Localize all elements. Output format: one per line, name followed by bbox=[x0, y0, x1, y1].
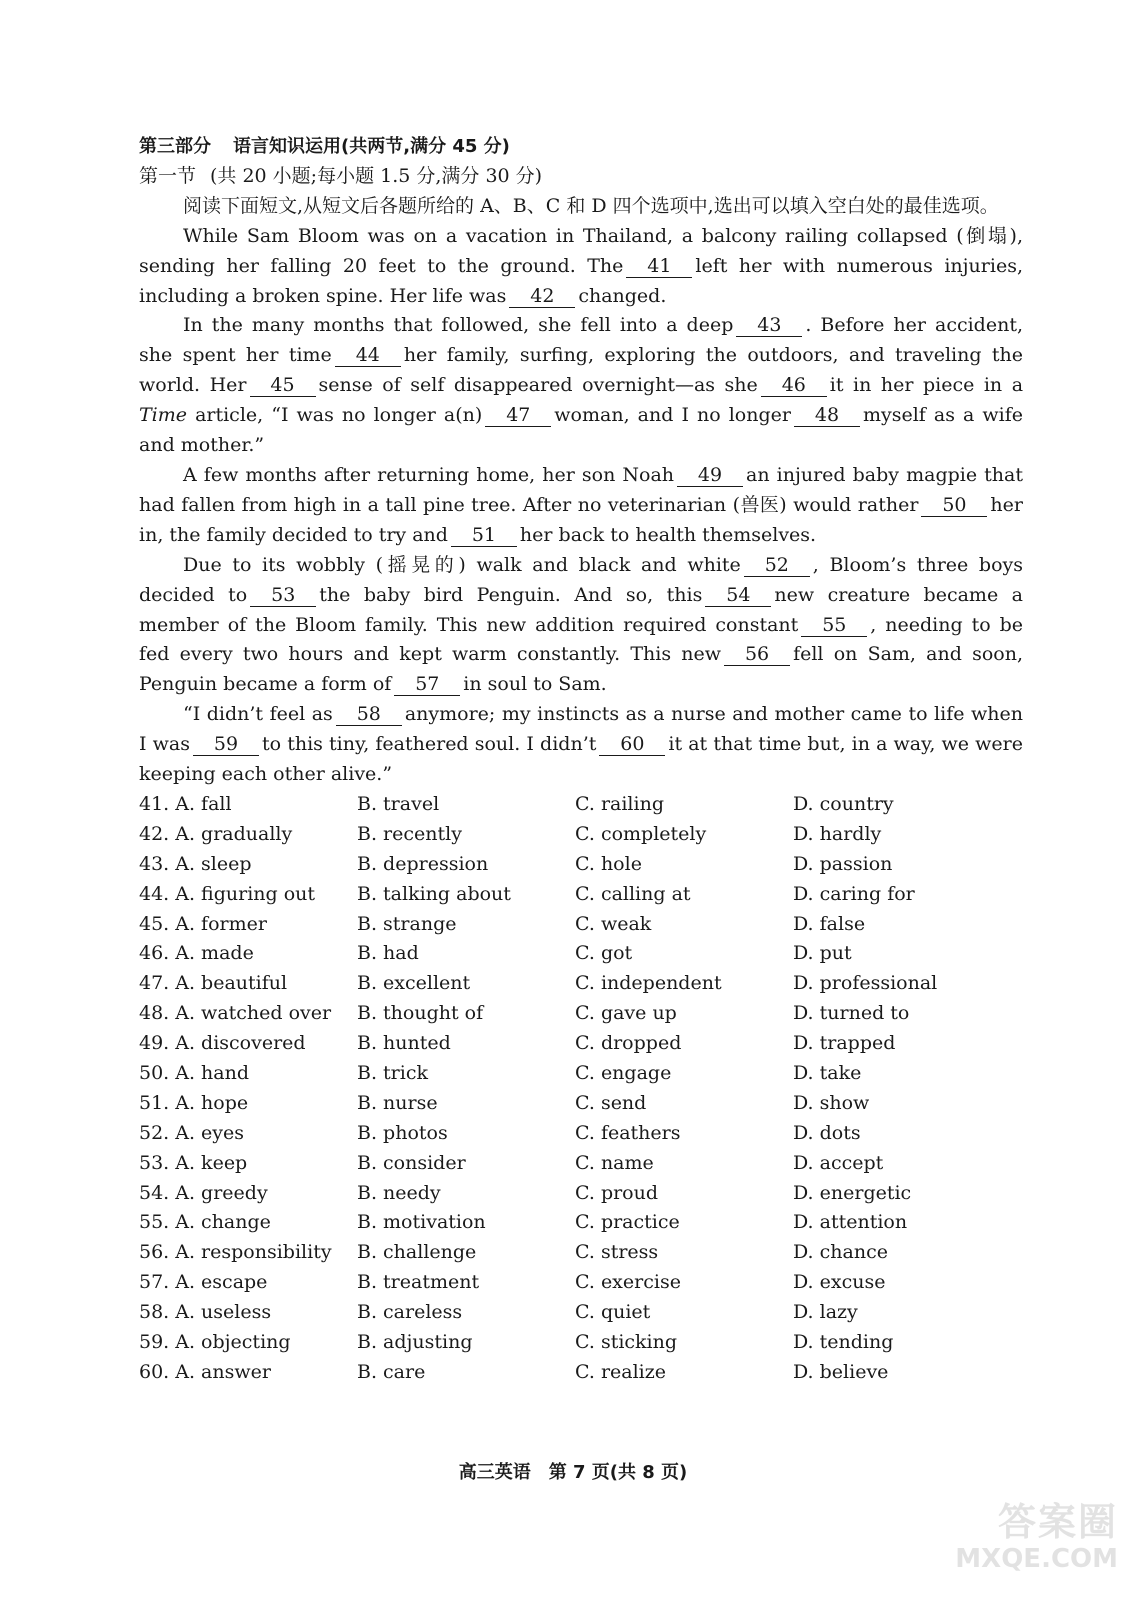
text-run: , needing to be fed every two hours and kept warm constantly. This new bbox=[139, 613, 1023, 666]
text-run: myself as a wife and mother.” bbox=[139, 404, 1023, 457]
blank-45: 45 bbox=[250, 374, 316, 397]
blank-41: 41 bbox=[626, 255, 692, 278]
option-d[interactable]: D. energetic bbox=[793, 1181, 912, 1204]
option-d[interactable]: D. tending bbox=[793, 1330, 894, 1353]
page-footer bbox=[0, 1458, 1146, 1484]
text-run: fell on Sam, and soon, Penguin became a form of bbox=[139, 643, 1024, 696]
blank-44: 44 bbox=[335, 344, 401, 367]
passage-paragraph-4 bbox=[139, 551, 1023, 701]
section-note: (共 20 小题;每小题 1.5 分,满分 30 分) bbox=[210, 164, 543, 187]
text-run: In the many months that followed, she fell into a deep bbox=[183, 314, 734, 337]
option-row bbox=[139, 850, 1023, 880]
blank-60: 60 bbox=[599, 733, 665, 756]
option-row bbox=[139, 1089, 1023, 1119]
option-c[interactable]: C. realize bbox=[575, 1360, 667, 1383]
option-a[interactable]: 41. A. fall bbox=[139, 792, 232, 815]
option-d[interactable]: D. chance bbox=[793, 1241, 888, 1264]
option-a[interactable]: 56. A. responsibility bbox=[139, 1241, 332, 1264]
option-a[interactable]: 50. A. hand bbox=[139, 1061, 250, 1084]
text-run: changed. bbox=[578, 284, 667, 307]
option-d[interactable]: D. turned to bbox=[793, 1002, 910, 1025]
text-run: anymore; my instincts as a nurse and mother came to life when I was bbox=[139, 703, 1023, 756]
option-a[interactable]: 47. A. beautiful bbox=[139, 972, 288, 995]
option-row bbox=[139, 880, 1023, 910]
option-d[interactable]: D. false bbox=[793, 912, 866, 935]
blank-53: 53 bbox=[250, 584, 316, 607]
blank-49: 49 bbox=[677, 464, 743, 487]
option-c[interactable]: C. completely bbox=[575, 822, 707, 845]
text-run: in soul to Sam. bbox=[463, 673, 607, 696]
text-run: it at that time but, in a way, we were keeping each other alive.” bbox=[139, 733, 1023, 786]
blank-46: 46 bbox=[761, 374, 827, 397]
blank-51: 51 bbox=[451, 524, 517, 547]
option-d[interactable]: D. caring for bbox=[793, 882, 915, 905]
option-c[interactable]: C. practice bbox=[575, 1211, 680, 1234]
option-b[interactable]: B. challenge bbox=[357, 1241, 477, 1264]
text-run: her in, the family decided to try and bbox=[139, 493, 1023, 546]
option-a[interactable]: 44. A. figuring out bbox=[139, 882, 316, 905]
option-c[interactable]: C. engage bbox=[575, 1061, 672, 1084]
option-row bbox=[139, 1268, 1023, 1298]
text-run: the baby bird Penguin. And so, this bbox=[319, 583, 703, 606]
watermark-logo bbox=[928, 1500, 1118, 1582]
option-row bbox=[139, 939, 1023, 969]
option-row bbox=[139, 1208, 1023, 1238]
option-row bbox=[139, 1328, 1023, 1358]
options-list bbox=[139, 790, 1023, 1388]
option-row bbox=[139, 820, 1023, 850]
option-b[interactable]: B. needy bbox=[357, 1181, 441, 1204]
passage-paragraph-1 bbox=[139, 222, 1023, 312]
option-d[interactable]: D. show bbox=[793, 1091, 870, 1114]
option-c[interactable]: C. hole bbox=[575, 852, 642, 875]
option-b[interactable]: B. nurse bbox=[357, 1091, 438, 1114]
option-row bbox=[139, 1029, 1023, 1059]
option-a[interactable]: 51. A. hope bbox=[139, 1091, 249, 1114]
option-c[interactable]: C. quiet bbox=[575, 1301, 651, 1324]
option-a[interactable]: 59. A. objecting bbox=[139, 1330, 291, 1353]
text-run: A few months after returning home, her son Noah bbox=[183, 463, 675, 486]
option-a[interactable]: 46. A. made bbox=[139, 942, 254, 965]
option-row bbox=[139, 1238, 1023, 1268]
option-a[interactable]: 43. A. sleep bbox=[139, 852, 252, 875]
option-c[interactable]: C. railing bbox=[575, 792, 664, 815]
option-a[interactable]: 42. A. gradually bbox=[139, 822, 293, 845]
text-run: her back to health themselves. bbox=[519, 523, 817, 546]
blank-43: 43 bbox=[736, 314, 802, 337]
option-row bbox=[139, 1179, 1023, 1209]
text-run: to this tiny, feathered soul. I didn’t bbox=[262, 733, 597, 756]
option-row bbox=[139, 1298, 1023, 1328]
magazine-name: Time bbox=[139, 404, 188, 427]
option-d[interactable]: D. hardly bbox=[793, 822, 882, 845]
option-b[interactable]: B. hunted bbox=[357, 1032, 451, 1055]
blank-55: 55 bbox=[801, 614, 867, 637]
option-a[interactable]: 48. A. watched over bbox=[139, 1002, 332, 1025]
text-run: her family, surfing, exploring the outdoors, and traveling the world. Her bbox=[139, 344, 1023, 397]
text-run: woman, and I no longer bbox=[554, 404, 791, 427]
option-c[interactable]: C. feathers bbox=[575, 1121, 681, 1144]
option-c[interactable]: C. stress bbox=[575, 1241, 659, 1264]
option-c[interactable]: C. sticking bbox=[575, 1330, 678, 1353]
option-d[interactable]: D. excuse bbox=[793, 1271, 886, 1294]
option-c[interactable]: C. proud bbox=[575, 1181, 659, 1204]
option-a[interactable]: 60. A. answer bbox=[139, 1360, 271, 1383]
option-d[interactable]: D. take bbox=[793, 1061, 862, 1084]
option-c[interactable]: C. gave up bbox=[575, 1002, 677, 1025]
option-b[interactable]: B. travel bbox=[357, 792, 440, 815]
text-run: Due to its wobbly (摇晃的) walk and black and white bbox=[183, 553, 741, 576]
option-row bbox=[139, 910, 1023, 940]
option-row bbox=[139, 1119, 1023, 1149]
option-d[interactable]: D. professional bbox=[793, 972, 938, 995]
watermark-url: MXQE.COM bbox=[955, 1544, 1118, 1574]
footer-page-number: 第 7 页(共 8 页) bbox=[548, 1462, 688, 1483]
option-b[interactable]: B. trick bbox=[357, 1061, 428, 1084]
text-run: an injured baby magpie that had fallen from high in a tall pine tree. After no veterinarian (兽医) would rather bbox=[139, 463, 1023, 516]
option-b[interactable]: B. adjusting bbox=[357, 1330, 473, 1353]
option-b[interactable]: B. care bbox=[357, 1360, 426, 1383]
option-c[interactable]: C. exercise bbox=[575, 1271, 681, 1294]
option-row bbox=[139, 1149, 1023, 1179]
option-a[interactable]: 45. A. former bbox=[139, 912, 267, 935]
option-c[interactable]: C. calling at bbox=[575, 882, 691, 905]
blank-57: 57 bbox=[394, 673, 460, 696]
footer-subject: 高三英语 bbox=[458, 1462, 531, 1483]
option-b[interactable]: B. thought of bbox=[357, 1002, 484, 1025]
option-d[interactable]: D. accept bbox=[793, 1151, 884, 1174]
blank-59: 59 bbox=[193, 733, 259, 756]
option-b[interactable]: B. strange bbox=[357, 912, 457, 935]
option-b[interactable]: B. excellent bbox=[357, 972, 471, 995]
option-a[interactable]: 57. A. escape bbox=[139, 1271, 268, 1294]
text-run: left her with numerous injuries, including a broken spine. Her life was bbox=[139, 254, 1023, 307]
passage-paragraph-5 bbox=[139, 700, 1023, 790]
option-b[interactable]: B. recently bbox=[357, 822, 462, 845]
instruction: 阅读下面短文,从短文后各题所给的 A、B、C 和 D 四个选项中,选出可以填入空白处的最佳选项。 bbox=[183, 194, 999, 217]
text-run: “I didn’t feel as bbox=[183, 703, 333, 726]
option-b[interactable]: B. talking about bbox=[357, 882, 511, 905]
blank-56: 56 bbox=[724, 643, 790, 666]
part-label: 第三部分 bbox=[139, 136, 211, 157]
option-d[interactable]: D. put bbox=[793, 942, 852, 965]
section-heading bbox=[139, 162, 1023, 192]
option-row bbox=[139, 999, 1023, 1029]
blank-47: 47 bbox=[485, 404, 551, 427]
option-d[interactable]: D. passion bbox=[793, 852, 893, 875]
passage-paragraph-2 bbox=[139, 311, 1023, 461]
text-run: While Sam Bloom was on a vacation in Thailand, a balcony railing collapsed (倒塌), sending her falling 20 feet to the ground. The bbox=[139, 224, 1023, 277]
exam-page bbox=[139, 132, 1023, 1388]
option-c[interactable]: C. independent bbox=[575, 972, 722, 995]
option-b[interactable]: B. treatment bbox=[357, 1271, 480, 1294]
option-a[interactable]: 52. A. eyes bbox=[139, 1121, 245, 1144]
part-heading bbox=[139, 132, 1023, 162]
watermark-text: 答案圈 bbox=[997, 1500, 1118, 1544]
text-run: , Bloom’s three boys decided to bbox=[139, 553, 1023, 606]
part-title: 语言知识运用(共两节,满分 45 分) bbox=[233, 136, 510, 157]
option-c[interactable]: C. name bbox=[575, 1151, 654, 1174]
option-d[interactable]: D. trapped bbox=[793, 1032, 896, 1055]
option-d[interactable]: D. country bbox=[793, 792, 894, 815]
text-run: article, “I was no longer a(n) bbox=[195, 404, 483, 427]
option-a[interactable]: 53. A. keep bbox=[139, 1151, 248, 1174]
option-row bbox=[139, 790, 1023, 820]
option-b[interactable]: B. consider bbox=[357, 1151, 466, 1174]
text-run: new creature became a member of the Bloom family. This new addition required constant bbox=[139, 583, 1023, 636]
option-c[interactable]: C. got bbox=[575, 942, 633, 965]
option-a[interactable]: 58. A. useless bbox=[139, 1301, 272, 1324]
blank-58: 58 bbox=[336, 703, 402, 726]
option-d[interactable]: D. dots bbox=[793, 1121, 861, 1144]
option-a[interactable]: 55. A. change bbox=[139, 1211, 271, 1234]
option-c[interactable]: C. send bbox=[575, 1091, 647, 1114]
blank-52: 52 bbox=[744, 554, 810, 577]
blank-54: 54 bbox=[705, 584, 771, 607]
option-c[interactable]: C. dropped bbox=[575, 1032, 682, 1055]
option-b[interactable]: B. photos bbox=[357, 1121, 448, 1144]
passage-paragraph-3 bbox=[139, 461, 1023, 551]
blank-48: 48 bbox=[794, 404, 860, 427]
option-a[interactable]: 54. A. greedy bbox=[139, 1181, 268, 1204]
option-d[interactable]: D. lazy bbox=[793, 1301, 858, 1324]
text-run: . Before her accident, she spent her time bbox=[139, 314, 1023, 367]
option-a[interactable]: 49. A. discovered bbox=[139, 1032, 306, 1055]
option-b[interactable]: B. motivation bbox=[357, 1211, 486, 1234]
option-c[interactable]: C. weak bbox=[575, 912, 652, 935]
option-d[interactable]: D. believe bbox=[793, 1360, 889, 1383]
text-run: sense of self disappeared overnight—as she bbox=[318, 374, 758, 397]
option-row bbox=[139, 1059, 1023, 1089]
text-run: it in her piece in a bbox=[829, 374, 1024, 397]
option-d[interactable]: D. attention bbox=[793, 1211, 908, 1234]
option-row bbox=[139, 969, 1023, 999]
option-b[interactable]: B. depression bbox=[357, 852, 489, 875]
option-row bbox=[139, 1358, 1023, 1388]
option-b[interactable]: B. careless bbox=[357, 1301, 463, 1324]
blank-42: 42 bbox=[509, 285, 575, 308]
blank-50: 50 bbox=[921, 494, 987, 517]
option-b[interactable]: B. had bbox=[357, 942, 419, 965]
section-label: 第一节 bbox=[139, 164, 197, 187]
